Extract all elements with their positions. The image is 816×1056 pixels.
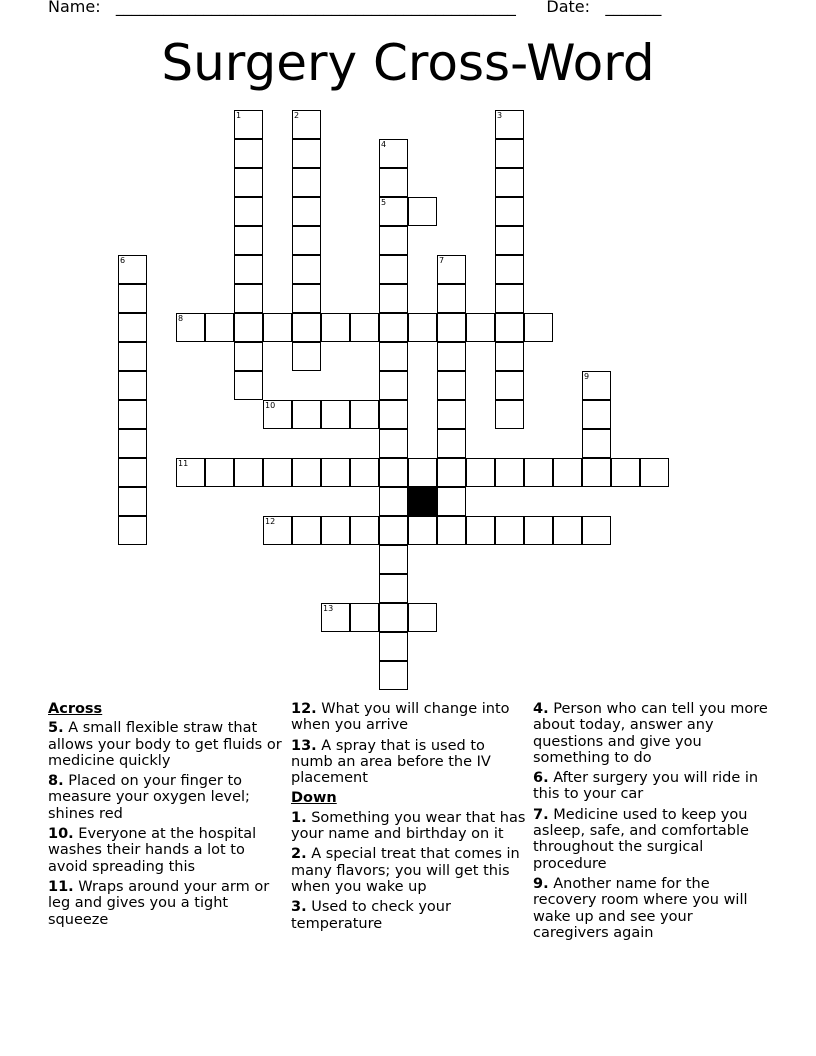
clue-down-6: 6. After surgery you will ride in this to your car: [533, 770, 759, 803]
clue-across-5: 5. A small flexible straw that allows your body to get fluids or medicine quickly: [48, 720, 282, 769]
grid-cell[interactable]: [379, 226, 408, 255]
clue-column-2: [291, 701, 526, 936]
grid-cell[interactable]: [379, 255, 408, 284]
grid-cell[interactable]: [234, 226, 263, 255]
grid-cell[interactable]: [408, 313, 437, 342]
grid-cell[interactable]: [611, 458, 640, 487]
grid-cell[interactable]: [379, 284, 408, 313]
clue-number: 13: [323, 604, 334, 613]
clue-number: 12: [265, 517, 276, 526]
name-label: Name:: [48, 0, 101, 16]
grid-cell[interactable]: [234, 168, 263, 197]
grid-cell[interactable]: [466, 313, 495, 342]
grid-cell[interactable]: [292, 197, 321, 226]
grid-cell[interactable]: [292, 139, 321, 168]
grid-cell[interactable]: [379, 603, 408, 632]
grid-cell[interactable]: [495, 371, 524, 400]
grid-cell[interactable]: [321, 400, 350, 429]
grid-cell[interactable]: [524, 313, 553, 342]
grid-cell[interactable]: [408, 603, 437, 632]
grid-cell[interactable]: [495, 110, 524, 139]
clue-across-12: 12. What you will change into when you arrive: [291, 701, 510, 734]
grid-cell[interactable]: [205, 313, 234, 342]
clue-number: 9: [584, 372, 590, 381]
grid-cell[interactable]: [437, 487, 466, 516]
clue-number: 11: [178, 459, 189, 468]
grid-cell[interactable]: [205, 458, 234, 487]
grid-cell[interactable]: [234, 458, 263, 487]
grid-cell[interactable]: [292, 342, 321, 371]
clue-column-3: [533, 701, 768, 945]
grid-cell[interactable]: [292, 516, 321, 545]
grid-cell[interactable]: [321, 603, 350, 632]
grid-cell[interactable]: [582, 458, 611, 487]
grid-cell[interactable]: [292, 284, 321, 313]
grid-cell[interactable]: [321, 313, 350, 342]
clue-number: 1: [236, 111, 242, 120]
grid-cell[interactable]: [263, 458, 292, 487]
grid-cell[interactable]: [408, 516, 437, 545]
grid-cell[interactable]: [437, 516, 466, 545]
grid-cell[interactable]: [321, 516, 350, 545]
grid-cell[interactable]: [582, 400, 611, 429]
grid-cell[interactable]: [495, 400, 524, 429]
clue-number: 8: [178, 314, 184, 323]
grid-cell[interactable]: [292, 168, 321, 197]
grid-cell[interactable]: [350, 313, 379, 342]
grid-cell[interactable]: [524, 458, 553, 487]
grid-cell[interactable]: [350, 400, 379, 429]
grid-cell[interactable]: [118, 313, 147, 342]
page-title: Surgery Cross-Word: [161, 34, 655, 92]
grid-cell[interactable]: [234, 255, 263, 284]
down-heading: Down: [291, 790, 337, 807]
clue-down-2: 2. A special treat that comes in many flavors; you will get this when you wake up: [291, 846, 520, 895]
grid-cell[interactable]: [234, 284, 263, 313]
clue-number: 10: [265, 401, 276, 410]
grid-cell[interactable]: [495, 284, 524, 313]
grid-cell[interactable]: [466, 516, 495, 545]
grid-cell[interactable]: [408, 458, 437, 487]
grid-cell[interactable]: [553, 458, 582, 487]
grid-cell[interactable]: [234, 197, 263, 226]
grid-cell[interactable]: [524, 516, 553, 545]
grid-cell[interactable]: [118, 255, 147, 284]
grid-cell[interactable]: [292, 400, 321, 429]
grid-cell[interactable]: [379, 632, 408, 661]
date-blank[interactable]: _______: [605, 0, 662, 16]
grid-cell[interactable]: [379, 371, 408, 400]
grid-cell[interactable]: [495, 226, 524, 255]
grid-cell[interactable]: [582, 371, 611, 400]
clue-number: 5: [381, 198, 387, 207]
grid-cell[interactable]: [437, 342, 466, 371]
clue-number: 4: [381, 140, 387, 149]
grid-cell[interactable]: [379, 139, 408, 168]
grid-cell[interactable]: [234, 110, 263, 139]
grid-cell[interactable]: [292, 255, 321, 284]
grid-cell[interactable]: [437, 458, 466, 487]
grid-cell[interactable]: [379, 458, 408, 487]
grid-cell[interactable]: [234, 371, 263, 400]
grid-cell[interactable]: [495, 342, 524, 371]
grid-cell[interactable]: [495, 516, 524, 545]
grid-cell[interactable]: [350, 458, 379, 487]
clue-number: 7: [439, 256, 445, 265]
grid-cell[interactable]: [118, 371, 147, 400]
grid-cell[interactable]: [379, 168, 408, 197]
grid-cell[interactable]: [466, 458, 495, 487]
grid-cell[interactable]: [379, 574, 408, 603]
clue-number: 2: [294, 111, 300, 120]
grid-cell[interactable]: [118, 429, 147, 458]
grid-cell[interactable]: [495, 313, 524, 342]
grid-cell[interactable]: [379, 313, 408, 342]
grid-cell[interactable]: [118, 458, 147, 487]
clue-number: 3: [497, 111, 503, 120]
grid-cell[interactable]: [118, 516, 147, 545]
grid-cell[interactable]: [263, 516, 292, 545]
grid-cell[interactable]: [379, 545, 408, 574]
grid-cell[interactable]: [437, 284, 466, 313]
grid-cell[interactable]: [118, 400, 147, 429]
grid-cell[interactable]: [379, 516, 408, 545]
grid-cell[interactable]: [234, 313, 263, 342]
grid-cell[interactable]: [118, 284, 147, 313]
clue-across-11: 11. Wraps around your arm or leg and gives you a tight squeeze: [48, 878, 270, 928]
clue-down-3: 3. Used to check your temperature: [291, 899, 451, 932]
name-blank[interactable]: __________________________________________________: [115, 0, 516, 16]
grid-cell[interactable]: [495, 255, 524, 284]
grid-cell[interactable]: [118, 487, 147, 516]
grid-cell[interactable]: [495, 458, 524, 487]
grid-cell[interactable]: [495, 168, 524, 197]
grid-cell[interactable]: [379, 487, 408, 516]
grid-cell[interactable]: [379, 429, 408, 458]
clue-number: 6: [120, 256, 126, 265]
date-label: Date:: [546, 0, 591, 16]
clue-column-1: [48, 701, 283, 932]
grid-cell[interactable]: [437, 255, 466, 284]
grid-cell[interactable]: [176, 458, 205, 487]
clue-down-1: 1. Something you wear that has your name and birthday on it: [291, 809, 526, 843]
grid-cell[interactable]: [263, 313, 292, 342]
grid-cell[interactable]: [292, 226, 321, 255]
grid-cell[interactable]: [437, 313, 466, 342]
clue-across-10: 10. Everyone at the hospital washes their hands a lot to avoid spreading this: [48, 826, 257, 875]
black-cell: [408, 487, 437, 516]
grid-cell[interactable]: [379, 400, 408, 429]
grid-cell[interactable]: [437, 429, 466, 458]
grid-cell[interactable]: [379, 342, 408, 371]
grid-cell[interactable]: [321, 458, 350, 487]
grid-cell[interactable]: [176, 313, 205, 342]
grid-cell[interactable]: [292, 458, 321, 487]
clue-across-13: 13. A spray that is used to numb an area before the IV placement: [291, 737, 491, 787]
grid-cell[interactable]: [292, 110, 321, 139]
grid-cell[interactable]: [292, 313, 321, 342]
clue-down-7: 7. Medicine used to keep you asleep, safe, and comfortable throughout the surgical procedure: [533, 806, 749, 872]
grid-cell[interactable]: [640, 458, 669, 487]
grid-cell[interactable]: [408, 197, 437, 226]
grid-cell[interactable]: [495, 197, 524, 226]
grid-cell[interactable]: [350, 603, 379, 632]
clue-down-9: 9. Another name for the recovery room where you will wake up and see your caregivers again: [533, 875, 748, 941]
grid-cell[interactable]: [234, 342, 263, 371]
grid-cell[interactable]: [582, 516, 611, 545]
grid-cell[interactable]: [379, 661, 408, 690]
across-heading: Across: [48, 701, 103, 717]
grid-cell[interactable]: [263, 400, 292, 429]
grid-cell[interactable]: [350, 516, 379, 545]
clue-down-4: 4. Person who can tell you more about today, answer any questions and give you something to do: [533, 701, 768, 766]
grid-cell[interactable]: [379, 197, 408, 226]
grid-cell[interactable]: [495, 139, 524, 168]
grid-cell[interactable]: [437, 400, 466, 429]
clue-across-8: 8. Placed on your finger to measure your oxygen level; shines red: [48, 773, 250, 822]
grid-cell[interactable]: [118, 342, 147, 371]
grid-cell[interactable]: [582, 429, 611, 458]
grid-cell[interactable]: [234, 139, 263, 168]
grid-cell[interactable]: [437, 371, 466, 400]
grid-cell[interactable]: [553, 516, 582, 545]
